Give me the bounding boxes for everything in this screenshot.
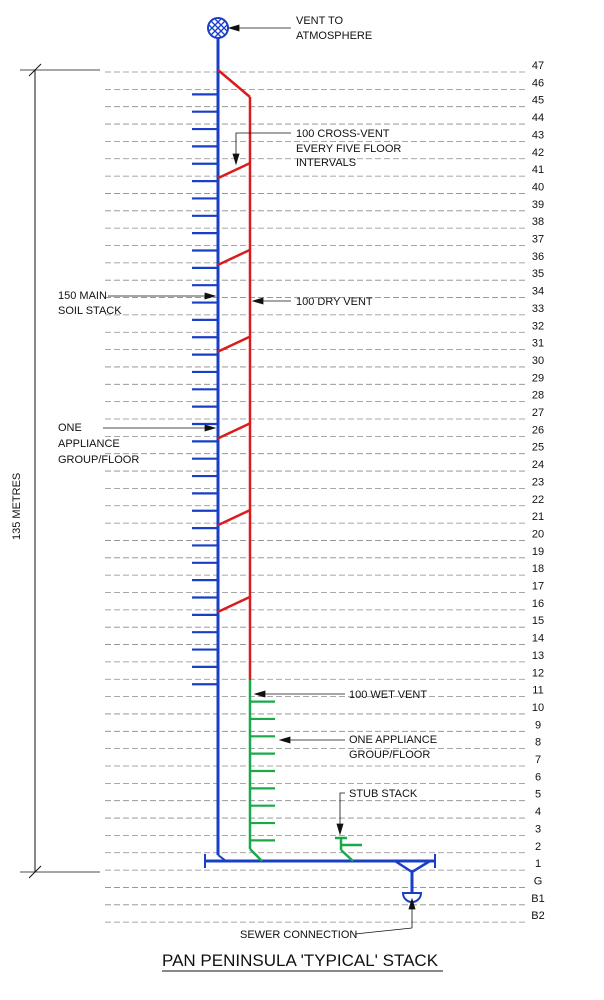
floor-label: 21 [531,511,545,524]
appliance-branches [192,94,217,684]
floor-label: 33 [531,302,545,315]
floor-label: B2 [531,910,545,923]
floor-label: 1 [534,858,542,871]
one-appliance-lower-label-2: GROUP/FLOOR [349,749,431,761]
dry-vent [218,70,250,680]
floor-label: 30 [531,354,545,367]
floor-label: 25 [531,441,545,454]
floor-label: 27 [531,407,545,419]
floor-label: 36 [531,250,545,263]
floor-label: G [533,875,543,888]
floor-label: 4 [534,806,542,819]
floor-label: 13 [531,649,545,662]
floor-label: 6 [534,771,542,784]
floor-label: 26 [531,424,545,437]
floor-label: 23 [531,476,545,489]
page-title: PAN PENINSULA 'TYPICAL' STACK [162,951,439,970]
floor-label: 38 [531,216,545,229]
one-appliance-upper-label-2: APPLIANCE [58,438,120,450]
cross-vent-label-2: EVERY FIVE FLOOR [296,143,402,155]
dry-vent-label: 100 DRY VENT [296,296,373,308]
floor-label: 5 [534,788,542,801]
floor-label: 28 [531,389,545,402]
floor-label: 8 [534,736,542,749]
floor-label: 35 [531,268,545,281]
one-appliance-upper-label-3: GROUP/FLOOR [58,454,140,466]
floor-label: 16 [531,597,545,610]
stub-stack-label: STUB STACK [349,788,418,800]
floor-label: 39 [531,198,545,211]
floor-label: 40 [531,181,545,194]
cross-vents [218,163,250,612]
main-soil-stack-label-2: SOIL STACK [58,305,122,317]
floor-label: 44 [531,112,545,125]
floor-label: 47 [531,60,545,72]
floor-label: 20 [531,528,545,541]
floor-label: 32 [531,320,545,333]
dimension-line [20,64,100,878]
floor-label: 34 [531,285,545,298]
dimension-label: 135 METRES [11,472,23,540]
floor-label: 43 [531,129,545,142]
floor-label: 17 [531,580,545,593]
floor-label: B1 [531,892,545,905]
floor-label: 14 [531,632,545,645]
floor-label: 31 [531,337,545,350]
one-appliance-upper-label-1: ONE [58,422,82,434]
vent-to-atmosphere-label-1: VENT TO [296,15,344,27]
floor-labels [531,60,544,922]
floor-lines [105,72,525,922]
floor-label: 12 [531,667,545,680]
floor-label: 2 [534,840,542,853]
floor-label: 24 [531,459,545,472]
floor-label: 41 [531,164,545,177]
sewer-connection-label: SEWER CONNECTION [240,929,358,941]
horizontal-drain [205,854,435,902]
floor-label: 37 [531,233,545,246]
wet-vent-label: 100 WET VENT [349,689,428,701]
main-soil-stack-label-1: 150 MAIN [58,290,107,302]
wet-vent-branches [250,702,275,841]
floor-label: 7 [534,754,542,766]
cross-vent-label-3: INTERVALS [296,157,357,169]
one-appliance-lower-label-1: ONE APPLIANCE [349,734,438,746]
floor-label: 11 [532,684,544,697]
cross-vent-label-1: 100 CROSS-VENT [296,128,390,140]
vent-cap-icon [208,18,228,38]
floor-label: 22 [531,493,545,506]
floor-label: 19 [531,545,545,558]
floor-label: 10 [531,701,545,714]
floor-label: 46 [531,77,545,90]
floor-label: 29 [531,372,545,385]
floor-label: 18 [531,563,545,576]
floor-label: 15 [531,615,545,628]
floor-label: 3 [534,823,542,836]
vent-to-atmosphere-label-2: ATMOSPHERE [296,30,373,42]
floor-label: 9 [534,719,542,732]
floor-label: 42 [531,146,545,159]
floor-label: 45 [531,94,545,107]
stub-stack [335,838,362,861]
